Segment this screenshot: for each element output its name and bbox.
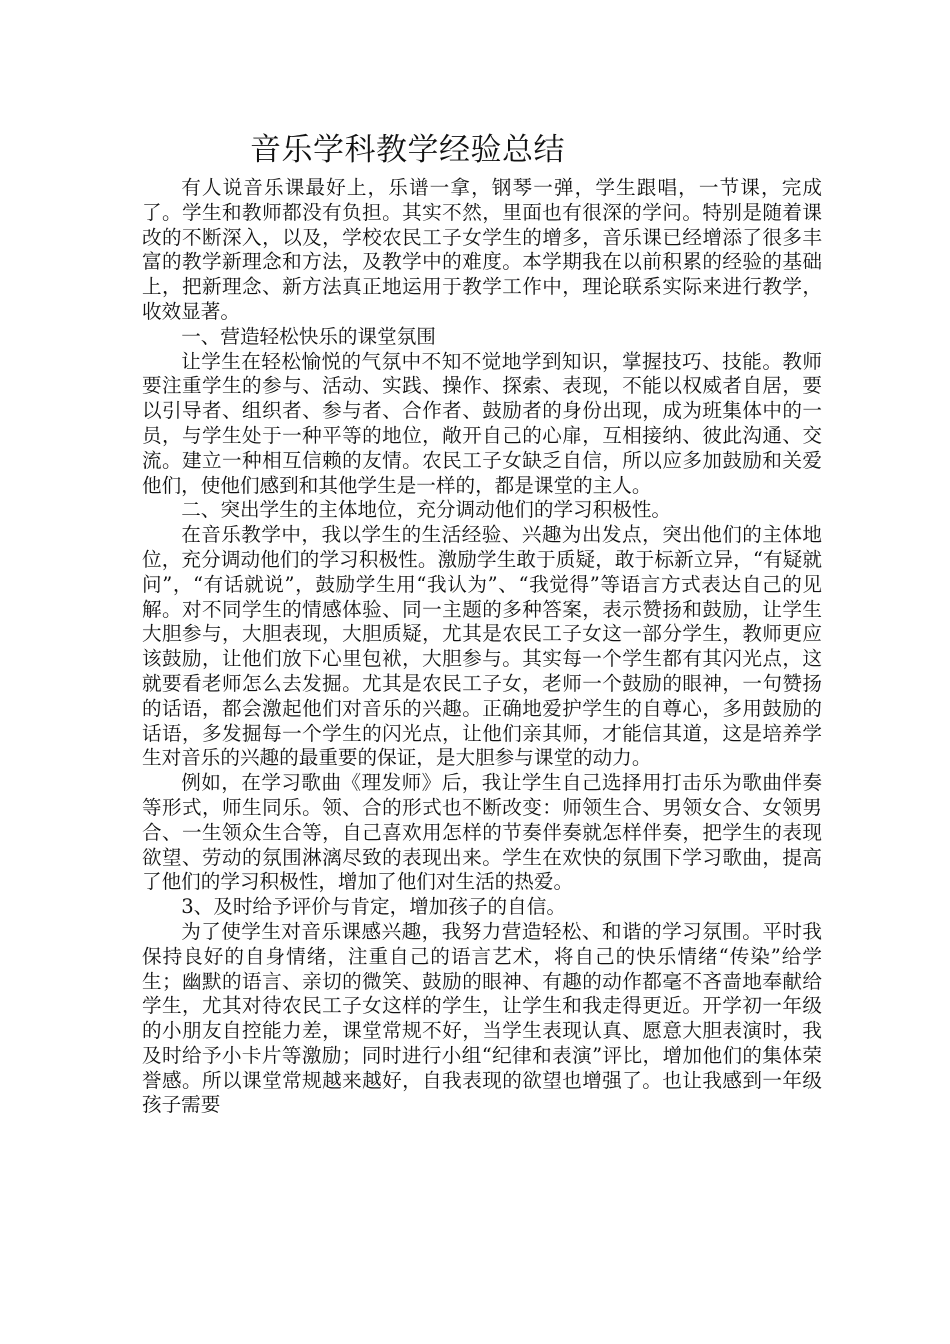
document-title: 音乐学科教学经验总结 [250, 132, 565, 168]
paragraph-example: 例如，在学习歌曲《理发师》后，我让学生自己选择用打击乐为歌曲伴奏等形式，师生同乐。领、合的形式也不断改变：师领生合、男领女合、女领男合、一生领众生合等，自己喜欢用怎样的节奏伴奏就怎样伴奏，把学生的表现欲望、劳动的氛围淋漓尽致的表现出来。学生在欢快的氛围下学习歌曲，提高了他们的学习积极性，增加了他们对生活的热爱。 [142, 771, 822, 894]
section-heading-2: 二、突出学生的主体地位，充分调动他们的学习积极性。 [181, 498, 672, 522]
section-heading-3: 3、及时给予评价与肯定，增加孩子的自信。 [181, 895, 566, 919]
paragraph-section-3: 为了使学生对音乐课感兴趣，我努力营造轻松、和谐的学习氛围。平时我保持良好的自身情绪，注重自己的语言艺术，将自己的快乐情绪“传染”给学生；幽默的语言、亲切的微笑、鼓励的眼神、有趣的动作都毫不吝啬地奉献给学生，尤其对待农民工子女这样的学生，让学生和我走得更近。开学初一年级的小朋友自控能力差，课堂常规不好，当学生表现认真、愿意大胆表演时，我及时给予小卡片等激励；同时进行小组“纪律和表演”评比，增加他们的集体荣誉感。所以课堂常规越来越好，自我表现的欲望也增强了。也让我感到一年级孩子需要 [142, 919, 822, 1117]
document-page [142, 126, 822, 1118]
paragraph-section-2: 在音乐教学中，我以学生的生活经验、兴趣为出发点，突出他们的主体地位，充分调动他们的学习积极性。激励学生敢于质疑，敢于标新立异，“有疑就问”，“有话就说”，鼓励学生用“我认为”、“我觉得”等语言方式表达自己的见解。对不同学生的情感体验、同一主题的多种答案，表示赞扬和鼓励，让学生大胆参与，大胆表现，大胆质疑，尤其是农民工子女这一部分学生，教师更应该鼓励，让他们放下心里包袱，大胆参与。其实每一个学生都有其闪光点，这就要看老师怎么去发掘。尤其是农民工子女，老师一个鼓励的眼神，一句赞扬的话语，都会激起他们对音乐的兴趣。正确地爱护学生的自尊心，多用鼓励的话语，多发掘每一个学生的闪光点，让他们亲其师，才能信其道，这是培养学生对音乐的兴趣的最重要的保证，是大胆参与课堂的动力。 [142, 523, 822, 770]
section-heading-1: 一、营造轻松快乐的课堂氛围 [181, 324, 436, 348]
paragraph-intro: 有人说音乐课最好上，乐谱一拿，钢琴一弹，学生跟唱，一节课，完成了。学生和教师都没有负担。其实不然，里面也有很深的学问。特别是随着课改的不断深入，以及，学校农民工子女学生的增多，音乐课已经增添了很多丰富的教学新理念和方法，及教学中的难度。本学期我在以前积累的经验的基础上，把新理念、新方法真正地运用于教学工作中，理论联系实际来进行教学，收效显著。 [142, 176, 822, 323]
paragraph-section-1: 让学生在轻松愉悦的气氛中不知不觉地学到知识，掌握技巧、技能。教师要注重学生的参与、活动、实践、操作、探索、表现，不能以权威者自居，要以引导者、组织者、参与者、合作者、鼓励者的身份出现，成为班集体中的一员，与学生处于一种平等的地位，敞开自己的心扉，互相接纳、彼此沟通、交流。建立一种相互信赖的友情。农民工子女缺乏自信，所以应多加鼓励和关爱他们，使他们感到和其他学生是一样的，都是课堂的主人。 [142, 349, 822, 497]
